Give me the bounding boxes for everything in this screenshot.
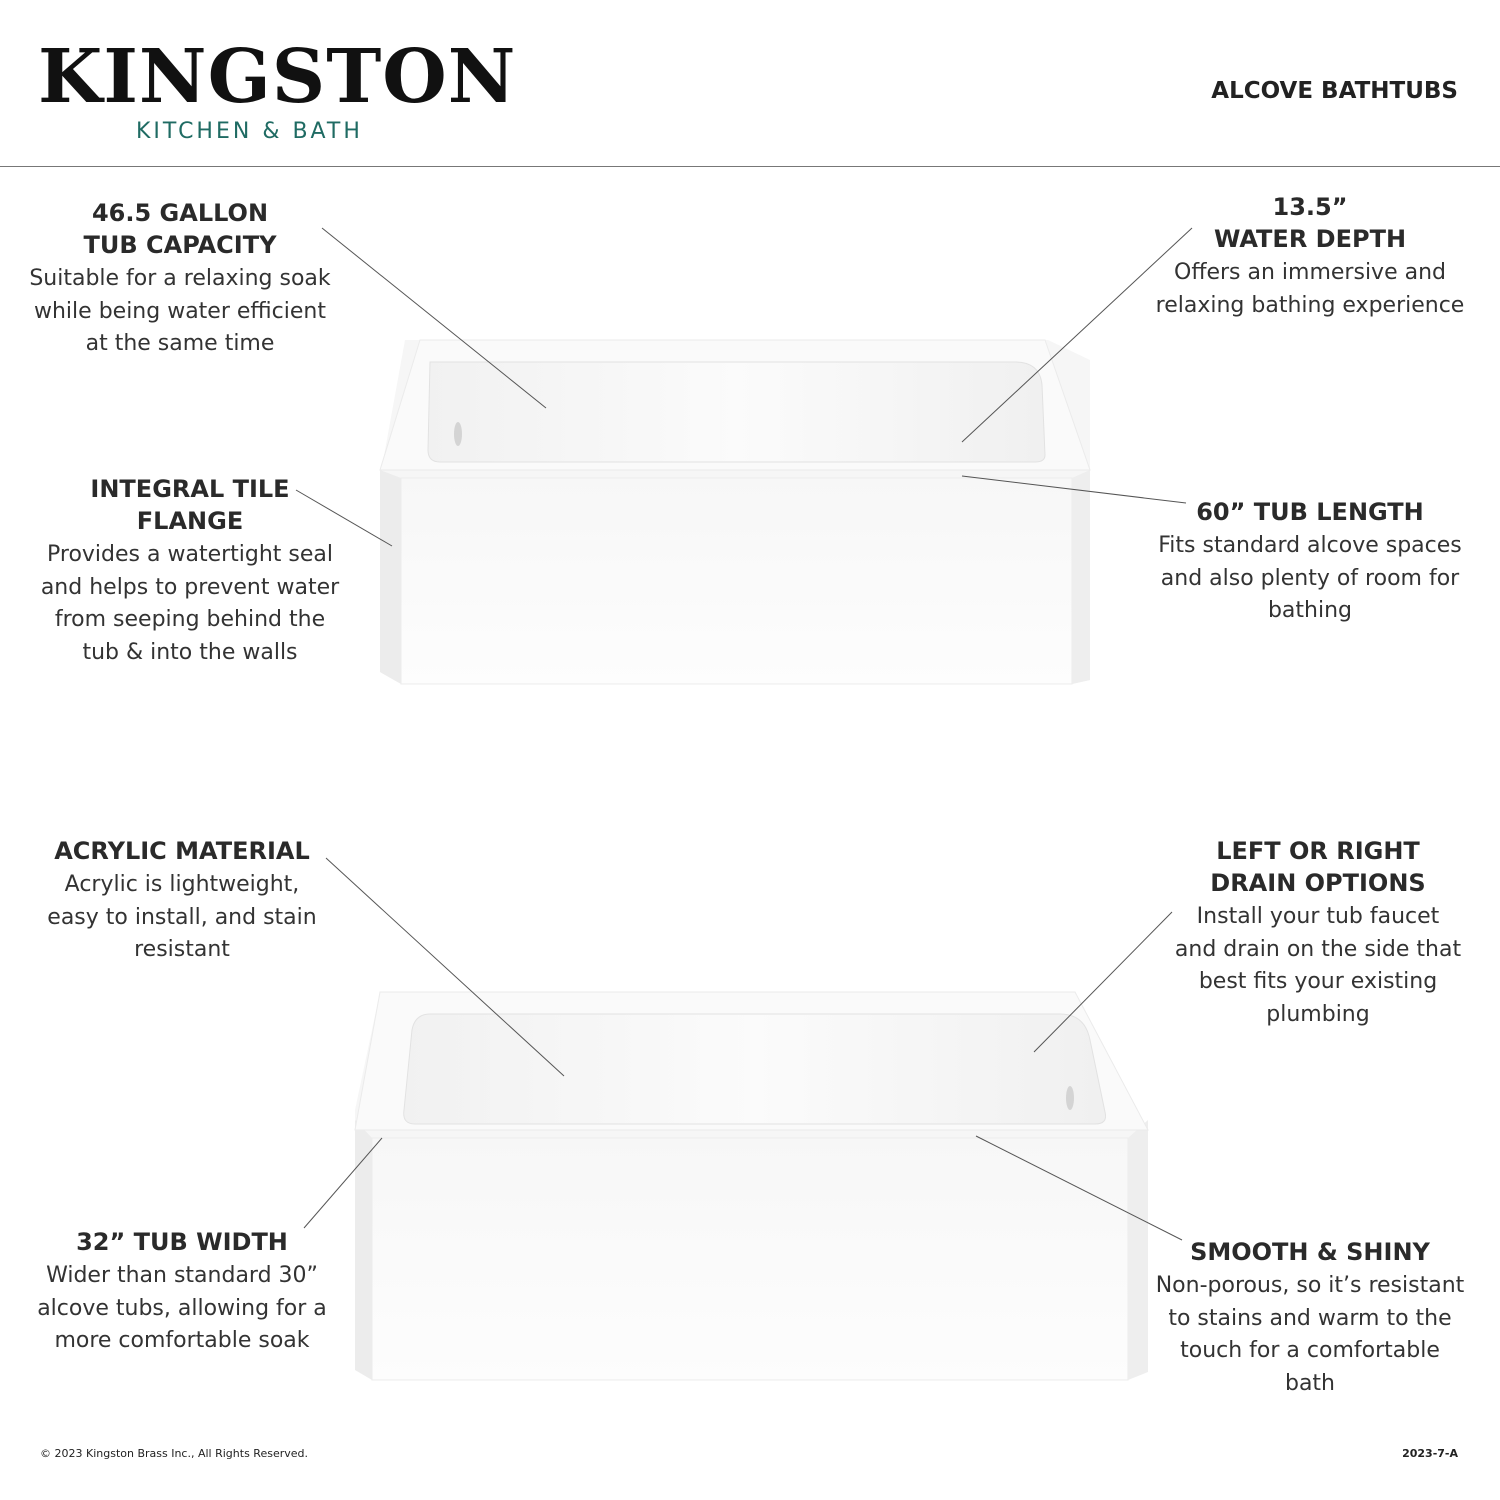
brand-tagline: KITCHEN & BATH xyxy=(136,119,363,144)
callout-acrylic xyxy=(22,835,342,967)
bathtub-bottom xyxy=(355,992,1148,1380)
callout-tub-width xyxy=(22,1226,342,1358)
overflow-drain-icon xyxy=(454,422,462,446)
copyright-text: © 2023 Kingston Brass Inc., All Rights Reserved. xyxy=(40,1447,308,1460)
category-title: ALCOVE BATHTUBS xyxy=(1211,78,1458,104)
document-code: 2023-7-A xyxy=(1402,1447,1458,1460)
callout-body: Offers an immersive and relaxing bathing experience xyxy=(1155,260,1465,318)
callout-heading: LEFT OR RIGHT DRAIN OPTIONS xyxy=(1210,837,1426,897)
callout-tub-length xyxy=(1150,496,1470,628)
callout-tile-flange xyxy=(30,473,350,669)
callout-heading: 46.5 GALLON TUB CAPACITY xyxy=(83,199,277,259)
callout-heading: 13.5” WATER DEPTH xyxy=(1213,193,1407,253)
callout-drain-options xyxy=(1158,835,1478,1031)
brand-logo: KINGSTON xyxy=(38,34,517,120)
callout-body: Fits standard alcove spaces and also plenty of room for bathing xyxy=(1158,533,1462,623)
callout-body: Acrylic is lightweight, easy to install, and stain resistant xyxy=(47,872,317,962)
callout-heading: INTEGRAL TILE FLANGE xyxy=(90,475,290,535)
callout-body: Suitable for a relaxing soak while being water efficient at the same time xyxy=(29,266,331,356)
callout-body: Non-porous, so it’s resistant to stains and warm to the touch for a comfortable bath xyxy=(1155,1273,1465,1396)
callout-body: Wider than standard 30” alcove tubs, allowing for a more comfortable soak xyxy=(37,1263,327,1353)
callout-heading: 32” TUB WIDTH xyxy=(76,1228,288,1256)
bathtub-top xyxy=(380,340,1090,684)
leader-drain xyxy=(1034,912,1172,1052)
overflow-drain-icon xyxy=(1066,1086,1074,1110)
callout-heading: ACRYLIC MATERIAL xyxy=(54,837,310,865)
callout-smooth-shiny xyxy=(1150,1236,1470,1400)
callout-capacity xyxy=(20,197,340,361)
callout-water-depth xyxy=(1150,191,1470,322)
callout-body: Provides a watertight seal and helps to prevent water from seeping behind the tub & into the walls xyxy=(40,542,340,665)
callout-heading: SMOOTH & SHINY xyxy=(1190,1238,1430,1266)
callout-heading: 60” TUB LENGTH xyxy=(1196,498,1424,526)
callout-body: Install your tub faucet and drain on the side that best fits your existing plumbing xyxy=(1174,904,1462,1027)
